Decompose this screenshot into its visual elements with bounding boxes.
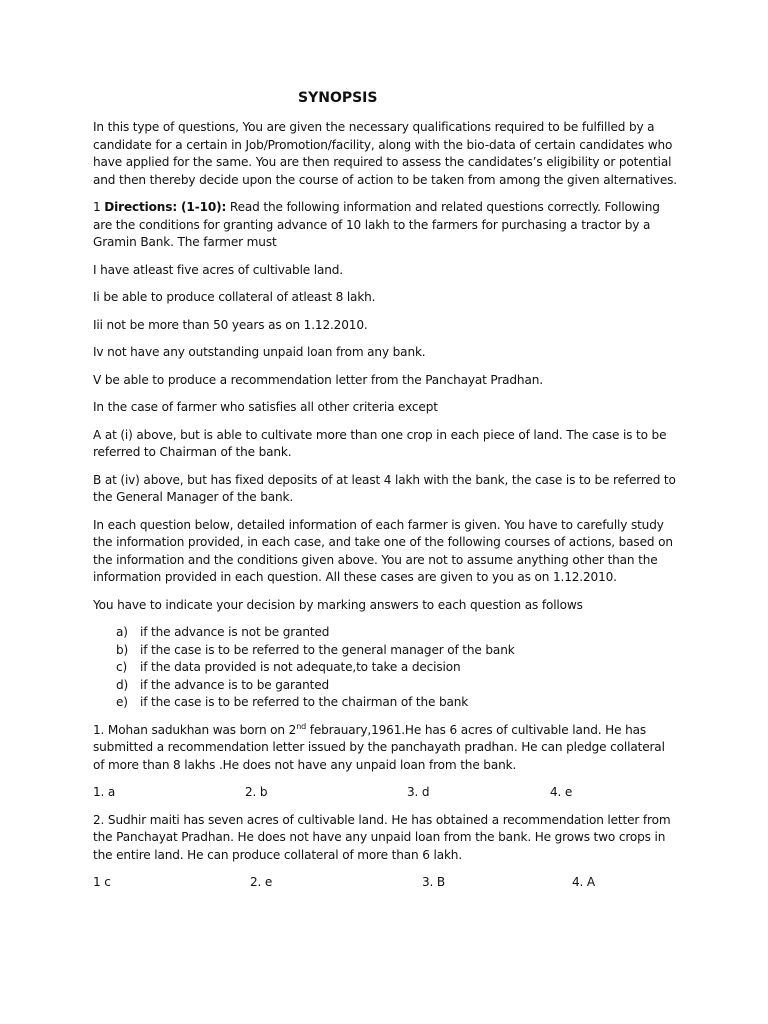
document-body (93, 119, 679, 902)
marking-intro: You have to indicate your decision by marking answers to each question as follows (93, 597, 583, 612)
answer-option: 3. B (422, 875, 446, 889)
answer-option: 3. d (407, 785, 430, 799)
exception-item: B at (iv) above, but has fixed deposits of at least 4 lakh with the bank, the case is to be referred to the General Manager of the bank. (93, 472, 676, 504)
question-1-answers (93, 784, 679, 802)
page-title: SYNOPSIS (298, 90, 378, 106)
exception-item: A at (i) above, but is able to cultivate more than one crop in each piece of land. The case is to be referred to Chairman of the bank. (93, 427, 667, 459)
choice-list (93, 624, 679, 712)
instructions-paragraph: In each question below, detailed information of each farmer is given. You have to carefully study the information provided, in each case, and take one of the following courses of actions, based on the information and the conditions given above. You are not to assume anything other than the information provided in each question. All these cases are given to you as on 1.12.2010. (93, 517, 673, 584)
condition-item: Iv not have any outstanding unpaid loan from any bank. (93, 345, 426, 359)
choice-marker: a) (116, 625, 128, 639)
list-item (93, 624, 679, 642)
answer-option: 2. b (245, 785, 268, 799)
choice-text: if the advance is to be garanted (140, 677, 330, 692)
question-1-text: 1. Mohan sadukhan was born on 2 (93, 722, 297, 737)
directions-label: Directions: (1-10): (104, 200, 227, 214)
condition-item: Iii not be more than 50 years as on 1.12.2010. (93, 317, 368, 332)
answer-option: 1 c (93, 875, 111, 889)
choice-text: if the advance is not be granted (140, 625, 330, 639)
answer-option: 4. A (572, 875, 596, 889)
choice-text: if the case is to be referred to the general manager of the bank (140, 642, 515, 657)
question-2-answers (93, 874, 679, 892)
choice-text: if the data provided is not adequate,to take a decision (140, 660, 461, 674)
intro-paragraph: In this type of questions, You are given the necessary qualifications required to be fulfilled by a candidate for a certain in Job/Promotion/facility, along with the bio-data of certain candidates who have applied for the same. You are then required to assess the candidates’s eligibility or potential and then thereby decide upon the course of action to be taken from among the given alternatives. (93, 120, 677, 187)
directions-text: Read the following information and related questions correctly. Following are the conditions for granting advance of 10 lakh to the farmers for purchasing a tractor by a Gramin Bank. The farmer must (93, 200, 660, 249)
choice-marker: e) (116, 695, 128, 709)
list-item (93, 642, 679, 660)
directions-paragraph (93, 199, 679, 252)
condition-item: V be able to produce a recommendation letter from the Panchayat Pradhan. (93, 372, 543, 387)
answer-option: 1. a (93, 785, 116, 799)
choice-marker: d) (116, 677, 129, 692)
choice-marker: c) (116, 660, 128, 674)
choice-marker: b) (116, 642, 129, 657)
condition-item: Ii be able to produce collateral of atleast 8 lakh. (93, 290, 376, 304)
question-1 (93, 722, 679, 775)
answer-option: 2. e (250, 875, 273, 889)
question-1-text-rest: febrauary,1961.He has 6 acres of cultivable land. He has submitted a recommendation letter issued by the panchayath pradhan. He can pledge collateral of more than 8 lakhs .He does not have any unpaid loan from the bank. (93, 722, 665, 772)
ordinal-suffix: nd (296, 721, 307, 731)
question-2: 2. Sudhir maiti has seven acres of cultivable land. He has obtained a recommendation letter from the Panchayat Pradhan. He does not have any unpaid loan from the bank. He grows two crops in the entire land. He can produce collateral of more than 6 lakh. (93, 812, 671, 862)
condition-item: I have atleast five acres of cultivable land. (93, 262, 343, 277)
list-item (93, 694, 679, 712)
list-item (93, 659, 679, 677)
directions-number: 1 (93, 200, 101, 214)
choice-text: if the case is to be referred to the chairman of the bank (140, 695, 469, 709)
answer-option: 4. e (550, 785, 573, 799)
exception-intro: In the case of farmer who satisfies all other criteria except (93, 400, 438, 414)
list-item (93, 677, 679, 695)
